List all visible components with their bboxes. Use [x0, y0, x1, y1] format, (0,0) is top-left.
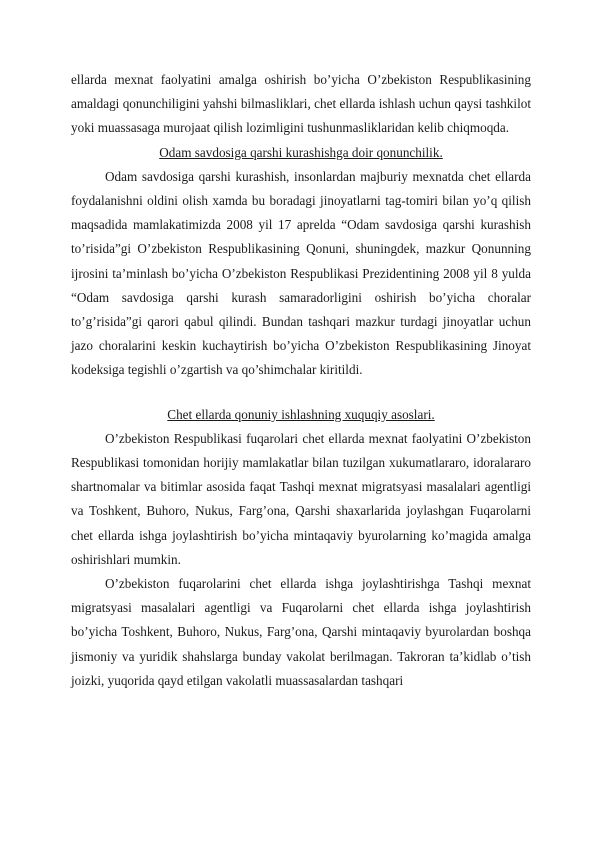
document-page: [71, 68, 531, 693]
paragraph-human-trafficking-law: Odam savdosiga qarshi kurashish, insonlardan majburiy mexnatda chet ellarda foydalanishni oldini olish xamda bu boradagi jinoyatlarni tag-tomiri bilan yo’q qilish maqsadida mamlakatimizda 2008 yil 17 aprelda “Odam savdosiga qarshi kurashish to’risida”gi O’zbekiston Respublikasining Qonuni, shuningdek, mazkur Qonunning ijrosini ta’minlash bo’yicha O’zbekiston Respublikasi Prezidentining 2008 yil 8 yulda “Odam savdosiga qarshi kurash samaradorligini oshirish bo’yicha choralar to’g’risida”gi qarori qabul qilindi. Bundan tashqari mazkur turdagi jinoyatlar uchun jazo choralarini keskin kuchaytirish bo’yicha O’zbekiston Respublikasining Jinoyat kodeksiga tegishli o’zgartish va qo’shimchalar kiritildi.: [71, 168, 531, 378]
paragraph-authorized-agencies: O’zbekiston fuqarolarini chet ellarda ishga joylashtirishga Tashqi mexnat migratsyasi masalalari agentligi va Fuqarolarni chet ellarda ishga joylashtirish bo’yicha Toshkent, Buhoro, Nukus, Farg’ona, Qarshi mintaqaviy byurolardan boshqa jismoniy va yuridik shahslarga bunday vakolat berilmagan. Takroran ta’kidlab o’tish joizki, yuqorida qayd etilgan vakolatli muassasalardan tashqari: [71, 576, 531, 688]
paragraph-legal-basis: O’zbekiston Respublikasi fuqarolari chet ellarda mexnat faolyatini O’zbekiston Respublikasi tomonidan horijiy mamlakatlar bilan tuzilgan xukumatlararo, idoralararo shartnomalar va bitimlar asosida faqat Tashqi mexnat migratsyasi masalalari agentligi va Toshkent, Buhoro, Nukus, Farg’ona, Qarshi shaxarlarida joylashgan Fuqarolarni chet ellarda ishga joylashtirish bo’yicha mintaqaviy byurolarning ko’magida amalga oshirishlari mumkin.: [71, 430, 531, 567]
section-heading-legal-basis: Chet ellarda qonuniy ishlashning xuquqiy asoslari.: [167, 406, 435, 422]
section-heading-human-trafficking-law: Odam savdosiga qarshi kurashishga doir qonunchilik.: [159, 144, 443, 160]
paragraph-continuation: ellarda mexnat faolyatini amalga oshirish bo’yicha O’zbekiston Respublikasining amaldagi qonunchiligini yahshi bilmasliklari, chet ellarda ishlash uchun qaysi tashkilot yoki muassasaga murojaat qilish lozimligini tushunmasliklaridan kelib chiqmoqda.: [71, 72, 531, 136]
section-gap: [71, 383, 531, 403]
